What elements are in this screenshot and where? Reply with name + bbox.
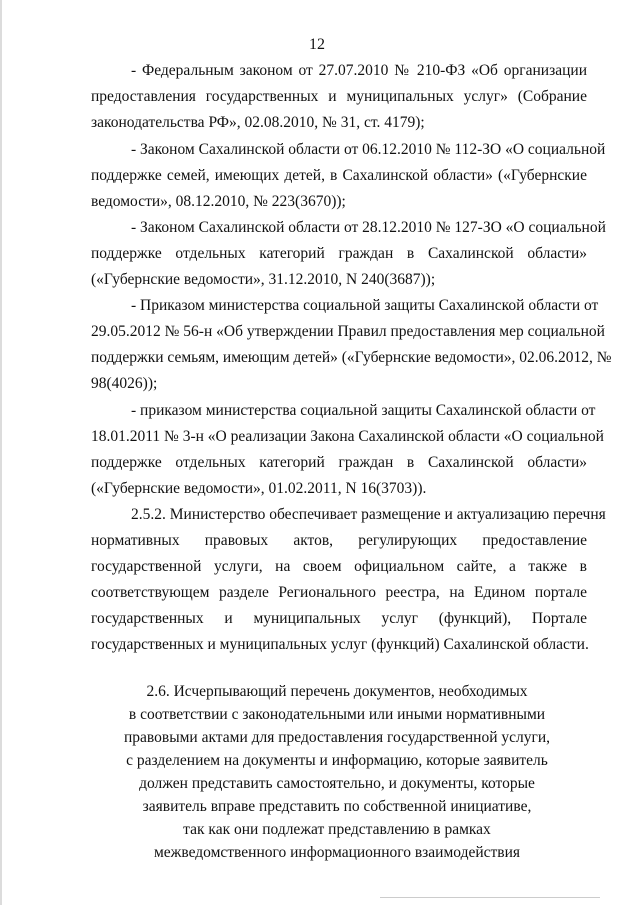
- text-line: соответствующем разделе Регионального реестра, на Едином портале: [91, 584, 587, 601]
- section-heading-line: так как они подлежат представлению в рамках: [183, 821, 491, 838]
- text-line: государственных и муниципальных услуг (функций), Портале: [91, 610, 587, 627]
- page-number: 12: [309, 36, 325, 53]
- text-line: поддержки семьям, имеющим детей» («Губернские ведомости», 02.06.2012, №: [91, 349, 612, 366]
- text-line: - Приказом министерства социальной защиты Сахалинской области от: [131, 297, 599, 314]
- text-line: поддержке семей, имеющих детей, в Сахалинской области» («Губернские: [91, 167, 587, 184]
- text-line: нормативных правовых актов, регулирующих предоставление: [91, 532, 587, 549]
- text-line: поддержке отдельных категорий граждан в Сахалинской области»: [91, 454, 587, 471]
- text-line: - Законом Сахалинской области от 06.12.2010 № 112-ЗО «О социальной: [131, 141, 606, 158]
- text-line: 2.5.2. Министерство обеспечивает размещение и актуализацию перечня: [131, 506, 606, 523]
- text-line: ведомости», 08.12.2010, № 223(3670));: [91, 193, 346, 210]
- text-line: 18.01.2011 № 3-н «О реализации Закона Сахалинской области «О социальной: [91, 428, 604, 445]
- scan-edge-bottom: [380, 897, 600, 898]
- section-heading-line: с разделением на документы и информацию, которые заявитель: [126, 752, 548, 769]
- section-heading-line: должен представить самостоятельно, и документы, которые: [139, 775, 535, 792]
- section-heading-line: в соответствии с законодательными или иными нормативными: [128, 706, 546, 723]
- text-line: («Губернские ведомости», 01.02.2011, N 16(3703)).: [91, 480, 427, 497]
- text-line: государственных и муниципальных услуг (функций) Сахалинской области.: [91, 636, 589, 653]
- text-line: - Законом Сахалинской области от 28.12.2010 № 127-ЗО «О социальной: [131, 219, 606, 236]
- scan-edge-left: [0, 0, 2, 905]
- text-line: - Федеральным законом от 27.07.2010 № 210-ФЗ «Об организации: [131, 62, 587, 79]
- section-heading-line: межведомственного информационного взаимодействия: [153, 844, 521, 861]
- text-line: 29.05.2012 № 56-н «Об утверждении Правил предоставления мер социальной: [91, 323, 605, 340]
- section-heading-line: заявитель вправе представить по собственной инициативе,: [142, 798, 532, 815]
- text-line: предоставления государственных и муниципальных услуг» (Собрание: [91, 88, 587, 105]
- text-line: («Губернские ведомости», 31.12.2010, N 240(3687));: [91, 271, 436, 288]
- text-line: поддержке отдельных категорий граждан в Сахалинской области»: [91, 245, 587, 262]
- text-line: 98(4026));: [91, 375, 158, 392]
- text-line: - приказом министерства социальной защиты Сахалинской области от: [131, 402, 596, 419]
- section-heading-line: правовыми актами для предоставления государственной услуги,: [123, 729, 551, 746]
- text-line: государственной услуги, на своем официальном сайте, а также в: [91, 558, 587, 575]
- text-line: законодательства РФ», 02.08.2010, № 31, ст. 4179);: [91, 114, 425, 131]
- section-heading-line: 2.6. Исчерпывающий перечень документов, необходимых: [146, 683, 528, 700]
